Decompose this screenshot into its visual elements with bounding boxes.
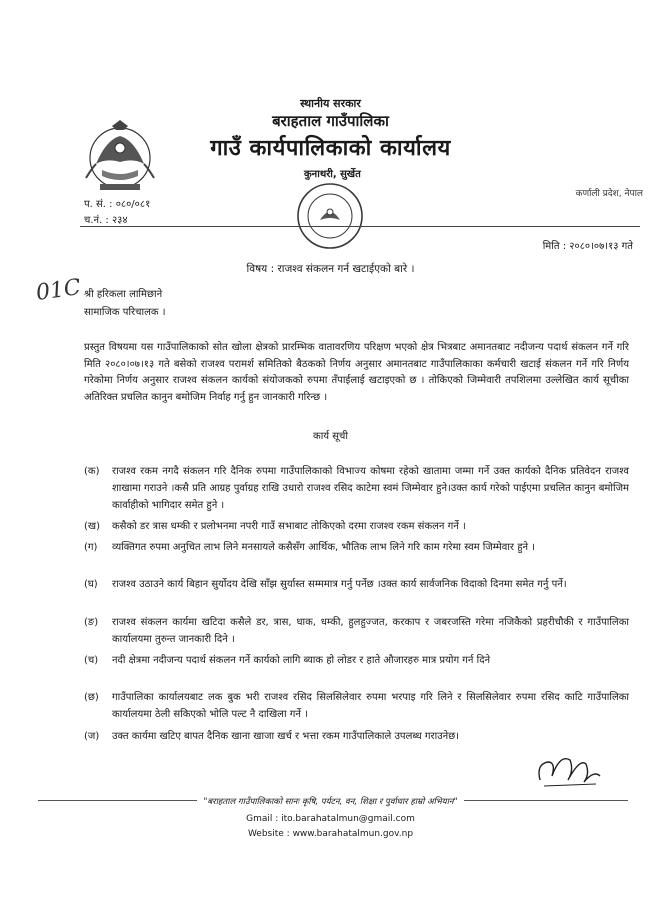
list-item-marker: (घ)	[84, 579, 98, 590]
handwritten-margin-note: 01C	[34, 275, 83, 306]
addressee-title: सामाजिक परिचालक ।	[84, 307, 166, 318]
header-divider	[80, 226, 640, 227]
list-item	[84, 576, 629, 593]
list-item-text: कसैको डर त्रास धम्की र प्रलोभनमा नपरी गाउँ सभाबाट तोकिएको दरमा राजश्व रकम संकलन गर्ने ।	[112, 521, 466, 532]
list-item-marker: (च)	[84, 655, 99, 666]
list-item-text: राजश्व रकम नगदै संकलन गरि दैनिक रुपमा गाउँपालिकाको विभाज्य कोषमा रहेको खातामा जम्मा गर्ने उक्त कार्यको दैनिक प्रतिवेदन राजश्व शाखामा गराउने ।कसै प्रति आग्रह पुर्वाग्रह राखि उधारो राजश्व रसिद काटेमा स्वमं जिम्मेवार हुने।उक्त कार्य गरेको पाईएमा प्रचलित कानुन बमोजिम कार्वाहीको भागिदार समेत हुने ।	[112, 466, 629, 511]
signature	[530, 740, 610, 800]
letter-date: मिति : २०८०।०७।१३ गते	[542, 241, 633, 252]
header-line-2: बराहताल गाउँपालिका	[272, 112, 389, 130]
list-item-marker: (छ)	[84, 692, 99, 703]
letter-subject: विषय : राजश्व संकलन गर्न खटाईएको बारे ।	[246, 263, 415, 275]
list-item	[84, 689, 629, 723]
list-item-text: नदी क्षेत्रमा नदीजन्य पदार्थ संकलन गर्ने कार्यको लागि ब्याक हो लोडर र हाते औजारहरु मात्र प्रयोग गर्न दिने	[112, 655, 491, 666]
list-item	[84, 518, 629, 535]
footer-slogan-text: "बराहताल गाउँपालिकाको सानः कृषि, पर्यटन, वन, शिक्षा र पुर्वाधार हाम्रो अभियान"	[197, 797, 463, 807]
list-item	[84, 652, 629, 669]
footer-website: Website : www.barahatalmun.gov.np	[247, 829, 414, 839]
ref-ps: प. सं. : ०८०/०८१	[84, 199, 151, 210]
addressee-name: श्री हरिकला लामिछाने	[84, 289, 163, 300]
list-item-marker: (ख)	[84, 521, 100, 532]
province-label: कर्णाली प्रदेश, नेपाल	[575, 189, 643, 199]
list-item	[84, 463, 629, 514]
footer-gmail: Gmail : ito.barahatalmun@gmail.com	[246, 814, 415, 824]
body-paragraph: प्रस्तुत विषयमा यस गाउँपालिकाको सोत खोला क्षेत्रको प्रारम्भिक वातावरणिय परिक्षण भएको क्षेत्र भित्रबाट अमानतबाट नदीजन्य पदार्थ संकलन गर्ने गरि मिति २०८०।०७।१३ गते बसेको राजश्व परामर्श समितिको बैठकको निर्णय अनुसार अमानतबाट गाउँपालिकाका कर्मचारी खटाई संकलन गर्ने गरि निर्णय गरेकोमा निर्णय अनुसार राजश्व संकलन कार्यको संयोजकको रुपमा तँपाईलाई खटाइएको छ । तोकिएको जिम्मेवारी तपशिलमा उल्लेखित कार्य सूचीका अतिरिक्त प्रचलित कानुन बमोजिम निर्वाह गर्नु हुन जानकारी गरिन्छ ।	[84, 342, 629, 403]
office-location: कुनाथरी, सुर्खेत	[304, 169, 361, 180]
list-item-text: गाउँपालिका कार्यालयबाट लक बुक भरी राजश्व रसिद सिलसिलेवार रुपमा भरपाइ गरि लिने र सिलसिलेवार रुपमा रसिद काटि गाउँपालिका कार्यालयमा ठेली सकिएको भोलि पल्ट नै दाखिला गर्ने ।	[112, 692, 629, 720]
ref-cn: च.नं. : २३४	[84, 215, 128, 226]
list-item	[84, 614, 629, 648]
list-item	[84, 539, 629, 556]
task-list-title: कार्य सूची	[313, 431, 348, 442]
list-item-marker: (ग)	[84, 542, 98, 553]
list-item-text: राजश्व उठाउने कार्य बिहान सुर्योदय देखि साँझ सुर्यास्त सम्ममात्र गर्नु पर्नेछ ।उक्त कार्य सार्वजनिक विदाको दिनमा समेत गर्नु पर्ने।	[112, 579, 567, 590]
header-line-1: स्थानीय सरकार	[300, 97, 361, 110]
office-title: गाउँ कार्यपालिकाको कार्यालय	[210, 136, 451, 161]
list-item-marker: (ज)	[84, 731, 100, 742]
list-item-text: उक्त कार्यमा खटिए बापत दैनिक खाना खाजा खर्च र भत्ता रकम गाउँपालिकाले उपलब्ध गराउनेछ।	[112, 731, 460, 742]
list-item-text: व्यक्तिगत रुपमा अनुचित लाभ लिने मनसायले कसैसँग आर्थिक, भौतिक लाभ लिने गरि काम गरेमा स्वम जिम्मेवार हुने ।	[112, 542, 536, 553]
list-item-marker: (ङ)	[84, 617, 99, 628]
list-item-text: राजश्व संकलन कार्यमा खटिदा कसैले डर, त्रास, धाक, धम्की, हुलहुज्जत, करकाप र जबरजस्ति गरेमा नजिकैको प्रहरीचौकी र गाउँपालिका कार्यालयमा तुरुन्त जानकारी दिने ।	[112, 617, 629, 645]
footer-slogan	[0, 796, 661, 807]
office-stamp	[294, 180, 366, 252]
list-item-marker: (क)	[84, 466, 100, 477]
